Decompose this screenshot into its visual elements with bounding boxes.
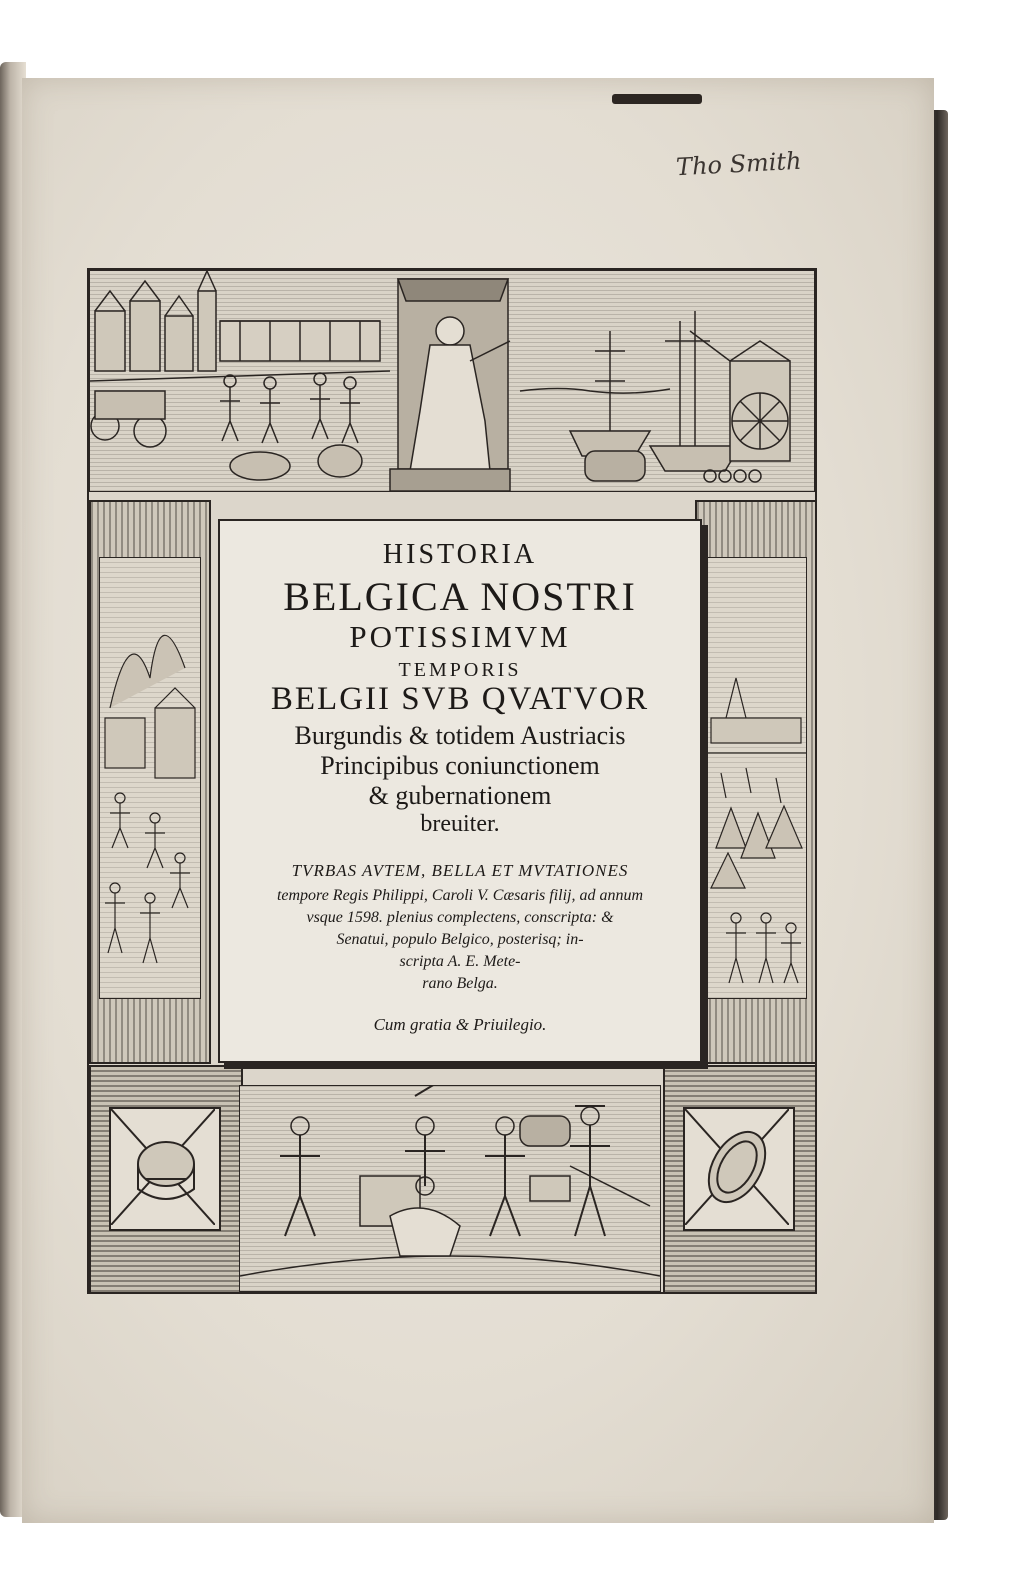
title-line-7: Principibus coniunctionem (320, 751, 600, 780)
title-line-2: BELGICA NOSTRI (283, 574, 637, 619)
subtitle-line-3: vsque 1598. plenius complectens, conscripta: & (306, 909, 614, 926)
plunder-scene (239, 1085, 661, 1292)
title-line-6: Burgundis & totidem Austriacis (294, 721, 626, 750)
harbour-engraving (90, 271, 814, 491)
war-scene-left (99, 557, 201, 999)
owner-signature: Tho Smith (675, 146, 803, 182)
title-line-1: HISTORIA (382, 539, 538, 570)
subtitle-line-1: TVRBAS AVTEM, BELLA ET MVTATIONES (291, 861, 629, 880)
title-line-9: breuiter. (420, 811, 500, 837)
shield-emblem (683, 1107, 795, 1231)
plunder-engraving (240, 1086, 660, 1291)
privilege-line: Cum gratia & Priuilegio. (373, 1015, 547, 1034)
drum-emblem (109, 1107, 221, 1231)
camp-scene-right (705, 557, 807, 999)
title-line-8: & gubernationem (368, 781, 552, 810)
title-panel (218, 519, 702, 1063)
left-pillar (89, 500, 211, 1064)
title-line-4: TEMPORIS (398, 659, 522, 681)
left-base (89, 1065, 243, 1294)
title-line-3: POTISSIMVM (349, 619, 571, 654)
right-pillar (695, 500, 817, 1064)
title-line-5: BELGII SVB QVATVOR (270, 681, 650, 717)
subtitle-line-4: Senatui, populo Belgico, posterisq; in- (336, 931, 584, 948)
page-tab (612, 94, 702, 104)
war-engraving-left (100, 558, 200, 998)
subtitle-line-5: scripta A. E. Mete- (399, 953, 521, 970)
camp-engraving-right (706, 558, 806, 998)
harbour-scene (89, 270, 815, 492)
subtitle-line-2: tempore Regis Philippi, Caroli V. Cæsaris filij, ad annum (276, 887, 644, 904)
right-base (663, 1065, 817, 1294)
subtitle-line-6: rano Belga. (422, 975, 498, 992)
drum-icon (111, 1109, 215, 1225)
shield-icon (685, 1109, 789, 1225)
